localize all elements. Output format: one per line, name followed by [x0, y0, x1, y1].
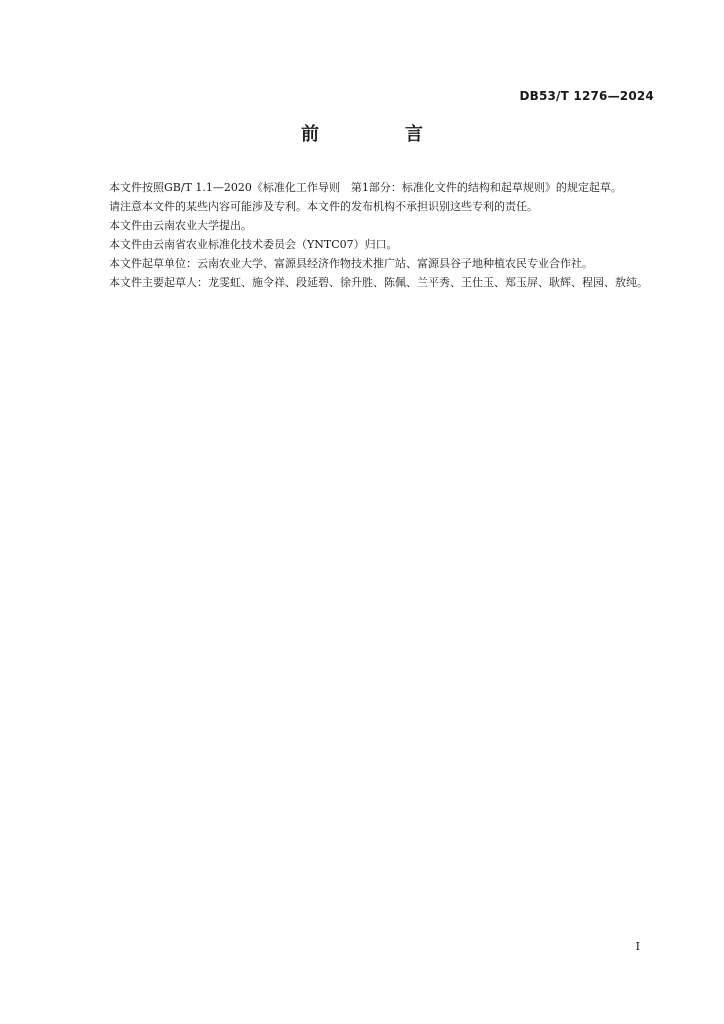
- foreword-body: [87, 178, 653, 292]
- page-number: I: [635, 940, 640, 953]
- paragraph-drafting-units: 本文件起草单位：云南农业大学、富源县经济作物技术推广站、富源县谷子地种植农民专业合作社。: [109, 257, 593, 270]
- paragraph-proposer: 本文件由云南农业大学提出。: [109, 219, 252, 232]
- page-title: 前 言: [301, 124, 457, 145]
- paragraph-drafting-rules: 本文件按照GB/T 1.1—2020《标准化工作导则 第1部分：标准化文件的结构和起草规则》的规定起草。: [109, 181, 622, 194]
- standard-code: DB53/T 1276—2024: [519, 89, 654, 103]
- paragraph-drafters: 本文件主要起草人：龙雯虹、施令祥、段延碧、徐升胜、陈佩、兰平秀、王仕玉、郑玉屏、耿辉、程园、敖纯。: [109, 276, 648, 289]
- paragraph-centralized-unit: 本文件由云南省农业标准化技术委员会（YNTC07）归口。: [109, 238, 398, 251]
- paragraph-patent-notice: 请注意本文件的某些内容可能涉及专利。本文件的发布机构不承担识别这些专利的责任。: [109, 200, 538, 213]
